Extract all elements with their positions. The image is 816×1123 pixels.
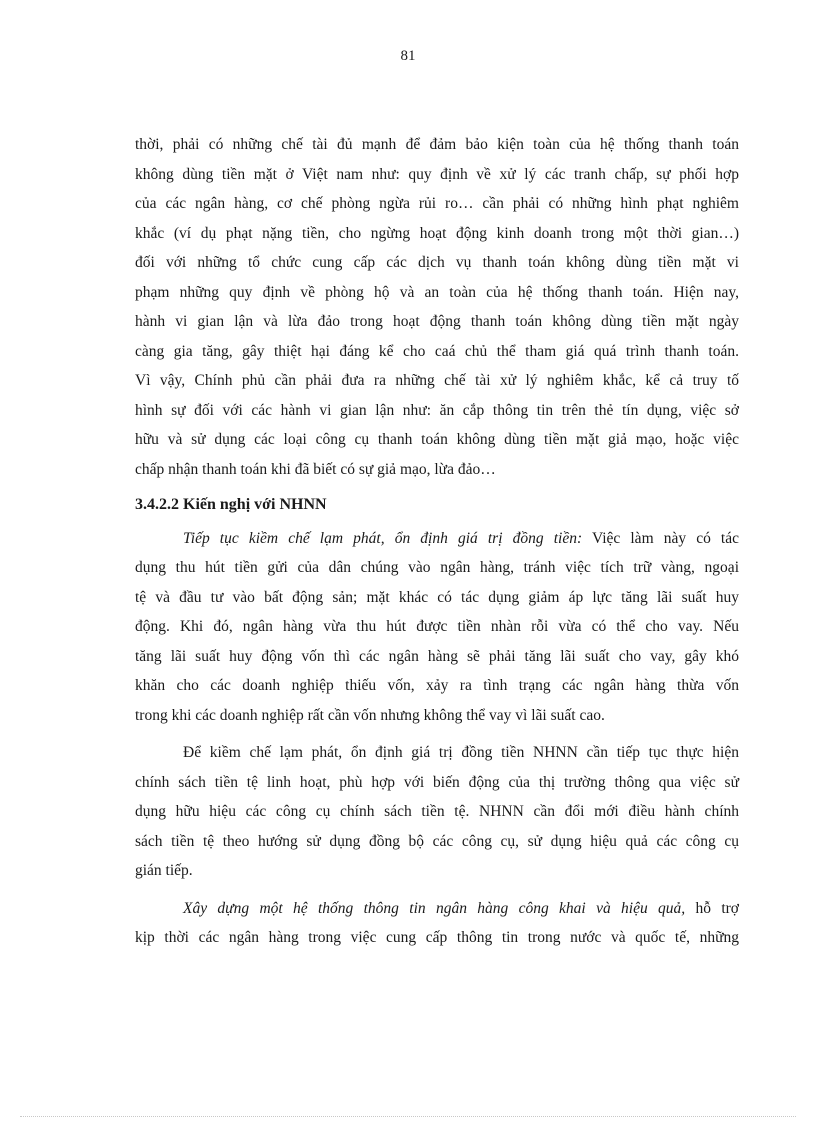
- text-line: hữu và sử dụng các loại công cụ thanh toán không dùng tiền mặt giả mạo, hoặc việc: [135, 431, 739, 448]
- text-line: thời, phải có những chế tài đủ mạnh để đảm bảo kiện toàn của hệ thống thanh toán: [135, 136, 739, 153]
- text-line: của các ngân hàng, cơ chế phòng ngừa rủi ro… cần phải có những hình phạt nghiêm: [135, 195, 739, 212]
- italic-lead: Xây dựng một hệ thống thông tin ngân hàng công khai và hiệu quả,: [183, 899, 686, 917]
- text-line: dụng hữu hiệu các công cụ chính sách tiền tệ. NHNN cần đổi mới điều hành chính: [135, 803, 739, 820]
- paragraph-sanctions: [135, 130, 739, 484]
- paragraph-monetary-policy: [135, 738, 739, 886]
- text-line: [135, 524, 739, 554]
- text-line: động. Khi đó, ngân hàng vừa thu hút được tiền nhàn rỗi vừa có thể cho vay. Nếu: [135, 618, 739, 635]
- text-line: chính sách tiền tệ linh hoạt, phù hợp với biến động của thị trường thông qua việc sử: [135, 773, 739, 791]
- text-line: hành vi gian lận và lừa đảo trong hoạt động thanh toán không dùng tiền mặt ngày: [135, 313, 739, 330]
- page-number: 81: [400, 48, 416, 64]
- text-line: đối với những tổ chức cung cấp các dịch vụ thanh toán không dùng tiền mặt vi: [135, 254, 739, 271]
- document-body: [135, 130, 739, 953]
- paragraph-inflation: [135, 524, 739, 731]
- text-line: gián tiếp.: [135, 862, 193, 879]
- text-line: không dùng tiền mặt ở Việt nam như: quy định về xử lý các tranh chấp, sự phối hợp: [135, 165, 739, 183]
- text-line: trong khi các doanh nghiệp rất cần vốn nhưng không thể vay vì lãi suất cao.: [135, 706, 605, 724]
- text-line: dụng thu hút tiền gửi của dân chúng vào ngân hàng, tránh việc tích trữ vàng, ngoại: [135, 559, 739, 576]
- text-line: kịp thời các ngân hàng trong việc cung cấp thông tin trong nước và quốc tế, những: [135, 929, 739, 946]
- text-line: khăn cho các doanh nghiệp thiếu vốn, xảy ra tình trạng các ngân hàng thừa vốn: [135, 677, 739, 694]
- text-line: sách tiền tệ theo hướng sử dụng đồng bộ các công cụ, sử dụng hiệu quả các công cụ: [135, 832, 739, 850]
- text-line: khắc (ví dụ phạt nặng tiền, cho ngừng hoạt động kinh doanh trong một thời gian…): [135, 224, 739, 242]
- page-bottom-rule: [20, 1116, 796, 1117]
- text-line: chấp nhận thanh toán khi đã biết có sự giả mạo, lừa đảo…: [135, 460, 496, 478]
- paragraph-information-system: [135, 894, 739, 953]
- text-run: Việc làm này có tác: [582, 529, 739, 547]
- text-line: Vì vậy, Chính phủ cần phải đưa ra những chế tài xử lý nghiêm khắc, kể cả truy tố: [135, 372, 739, 389]
- text-line: tăng lãi suất huy động vốn thì các ngân hàng sẽ phải tăng lãi suất cho vay, gây khó: [135, 647, 739, 665]
- text-line: [135, 894, 739, 924]
- text-line: càng gia tăng, gây thiệt hại đáng kể cho caá chủ thể tham giá quá trình thanh toán.: [135, 342, 739, 360]
- text-line: hình sự đối với các hành vi gian lận như: ăn cắp thông tin trên thẻ tín dụng, việc sở: [135, 401, 739, 419]
- text-line: Để kiềm chế lạm phát, ổn định giá trị đồng tiền NHNN cần tiếp tục thực hiện: [183, 744, 739, 761]
- text-line: phạm những quy định về phòng hộ và an toàn của hệ thống thanh toán. Hiện nay,: [135, 283, 739, 301]
- italic-lead: Tiếp tục kiềm chế lạm phát, ổn định giá trị đồng tiền:: [183, 529, 583, 547]
- text-run: hỗ trợ: [685, 899, 739, 917]
- text-line: tệ và đầu tư vào bất động sản; mặt khác có tác dụng giảm áp lực tăng lãi suất huy: [135, 588, 739, 606]
- section-heading: 3.4.2.2 Kiến nghị với NHNN: [135, 496, 327, 513]
